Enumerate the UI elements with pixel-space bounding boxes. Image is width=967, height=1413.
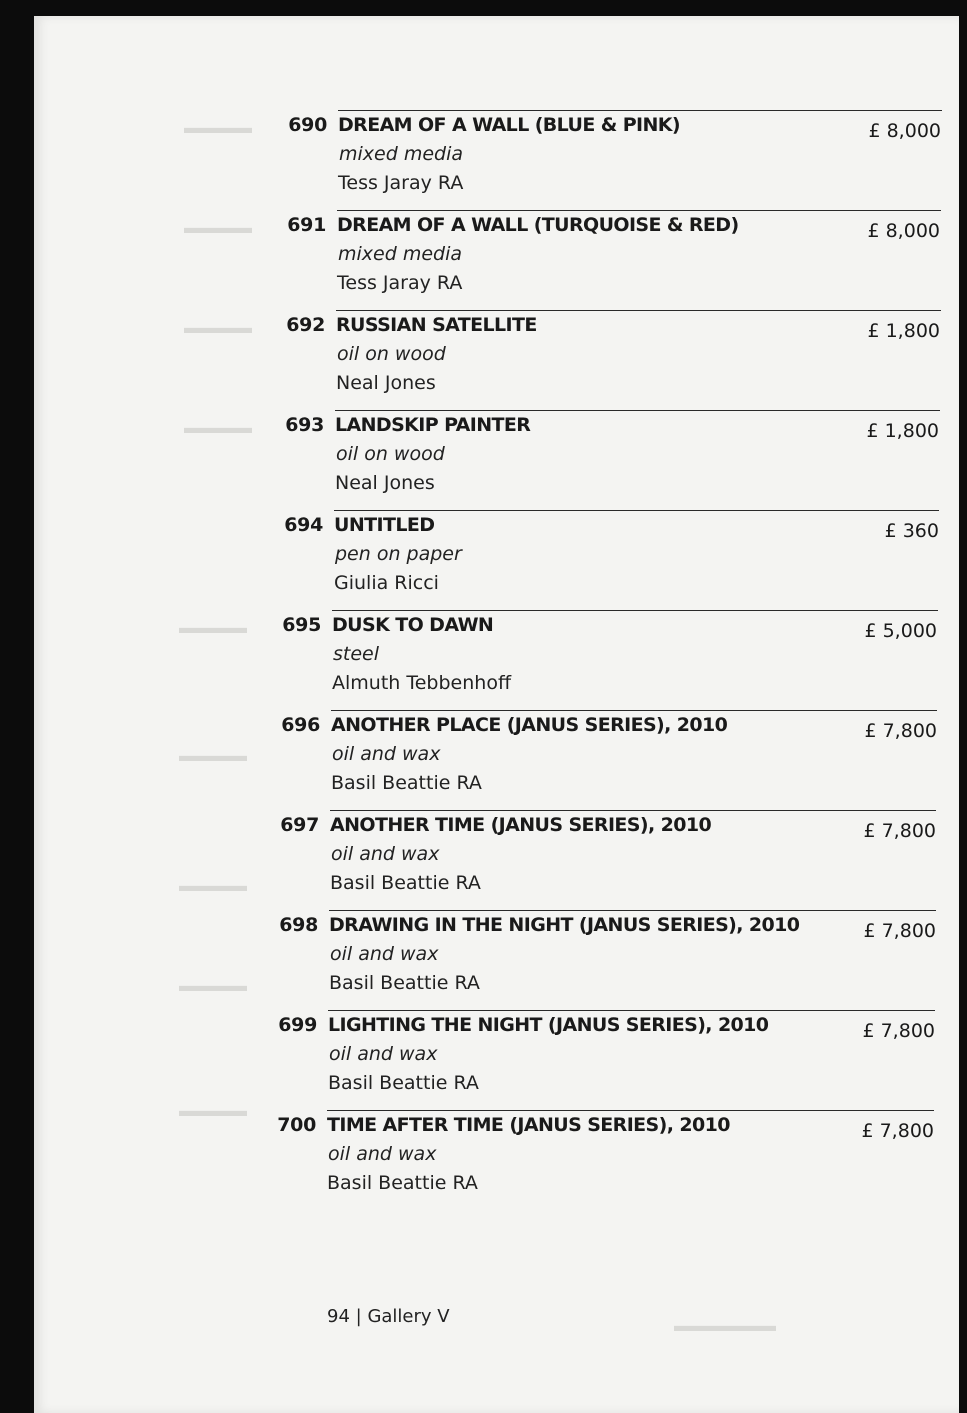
lot-number: 699: [278, 1014, 317, 1036]
artwork-title: ANOTHER PLACE (JANUS SERIES), 2010: [331, 714, 728, 736]
entry-divider: [337, 210, 941, 211]
artwork-entry: [34, 110, 959, 210]
artist-name: Neal Jones: [335, 472, 435, 494]
artwork-medium: oil and wax: [332, 743, 441, 765]
lot-number: 698: [279, 914, 318, 936]
artwork-price: £ 1,800: [867, 320, 940, 342]
artwork-medium: oil on wood: [337, 343, 446, 365]
artwork-price: £ 7,800: [863, 920, 936, 942]
artist-name: Tess Jaray RA: [338, 172, 464, 194]
artwork-medium: oil on wood: [336, 443, 445, 465]
artwork-price: £ 7,800: [863, 820, 936, 842]
artwork-title: DUSK TO DAWN: [332, 614, 494, 636]
entry-divider: [332, 610, 938, 611]
artwork-medium: oil and wax: [329, 1043, 438, 1065]
artist-name: Basil Beattie RA: [329, 972, 480, 994]
artwork-title: TIME AFTER TIME (JANUS SERIES), 2010: [327, 1114, 730, 1136]
artwork-price: £ 1,800: [866, 420, 939, 442]
entry-divider: [328, 1010, 935, 1011]
artwork-title: ANOTHER TIME (JANUS SERIES), 2010: [330, 814, 712, 836]
artwork-medium: oil and wax: [328, 1143, 437, 1165]
entry-divider: [335, 410, 940, 411]
artwork-medium: oil and wax: [331, 843, 440, 865]
artwork-title: DRAWING IN THE NIGHT (JANUS SERIES), 2010: [329, 914, 800, 936]
entry-divider: [327, 1110, 934, 1111]
entry-divider: [330, 810, 936, 811]
artwork-title: DREAM OF A WALL (BLUE & PINK): [338, 114, 681, 136]
artwork-title: LIGHTING THE NIGHT (JANUS SERIES), 2010: [328, 1014, 769, 1036]
entry-divider: [331, 710, 937, 711]
artist-name: Neal Jones: [336, 372, 436, 394]
artist-name: Tess Jaray RA: [337, 272, 463, 294]
artwork-entry: [34, 1010, 959, 1110]
gallery-name: Gallery V: [367, 1306, 450, 1327]
entry-divider: [329, 910, 936, 911]
artist-name: Giulia Ricci: [334, 572, 439, 594]
artwork-entry: [34, 710, 959, 810]
artist-name: Almuth Tebbenhoff: [332, 672, 512, 694]
artwork-price: £ 7,800: [862, 1020, 935, 1042]
lot-number: 700: [277, 1114, 316, 1136]
artwork-title: LANDSKIP PAINTER: [335, 414, 531, 436]
lot-number: 697: [280, 814, 319, 836]
artwork-entry: [34, 1110, 959, 1210]
lot-number: 696: [281, 714, 320, 736]
lot-number: 691: [287, 214, 326, 236]
artwork-entry: [34, 510, 959, 610]
artist-name: Basil Beattie RA: [327, 1172, 478, 1194]
artwork-entry: [34, 910, 959, 1010]
artwork-title: DREAM OF A WALL (TURQUOISE & RED): [337, 214, 739, 236]
lot-number: 693: [285, 414, 324, 436]
lot-number: 692: [286, 314, 325, 336]
artwork-medium: pen on paper: [335, 543, 462, 565]
artwork-medium: mixed media: [339, 143, 464, 165]
page-footer: [327, 1306, 450, 1327]
artwork-price: £ 8,000: [867, 220, 940, 242]
catalogue-page: [34, 16, 959, 1413]
show-through-background: ▬▬▬▬ ▬▬▬▬ ▬▬▬▬ ▬▬▬▬ ▬▬▬▬ ▬▬▬▬ ▬▬▬▬ ▬▬▬▬ ▬▬▬▬ ▬▬▬▬▬▬: [179, 118, 776, 1335]
artwork-title: RUSSIAN SATELLITE: [336, 314, 537, 336]
artwork-medium: oil and wax: [330, 943, 439, 965]
artist-name: Basil Beattie RA: [331, 772, 482, 794]
artwork-price: £ 7,800: [861, 1120, 934, 1142]
artwork-entry: [34, 310, 959, 410]
artwork-title: UNTITLED: [334, 514, 435, 536]
artist-name: Basil Beattie RA: [328, 1072, 479, 1094]
lot-number: 690: [288, 114, 327, 136]
artwork-medium: mixed media: [338, 243, 463, 265]
artwork-price: £ 8,000: [868, 120, 941, 142]
lot-number: 695: [282, 614, 321, 636]
artist-name: Basil Beattie RA: [330, 872, 481, 894]
artwork-price: £ 5,000: [864, 620, 937, 642]
artwork-price: £ 7,800: [864, 720, 937, 742]
lot-number: 694: [284, 514, 323, 536]
artwork-entry: [34, 210, 959, 310]
page-number: 94: [327, 1306, 350, 1327]
artwork-entry: [34, 810, 959, 910]
artwork-entry: [34, 410, 959, 510]
entry-divider: [336, 310, 941, 311]
entry-divider: [338, 110, 942, 111]
artwork-entry: [34, 610, 959, 710]
footer-separator: |: [355, 1306, 362, 1327]
artwork-price: £ 360: [884, 520, 939, 542]
entry-divider: [334, 510, 939, 511]
artwork-medium: steel: [333, 643, 380, 665]
